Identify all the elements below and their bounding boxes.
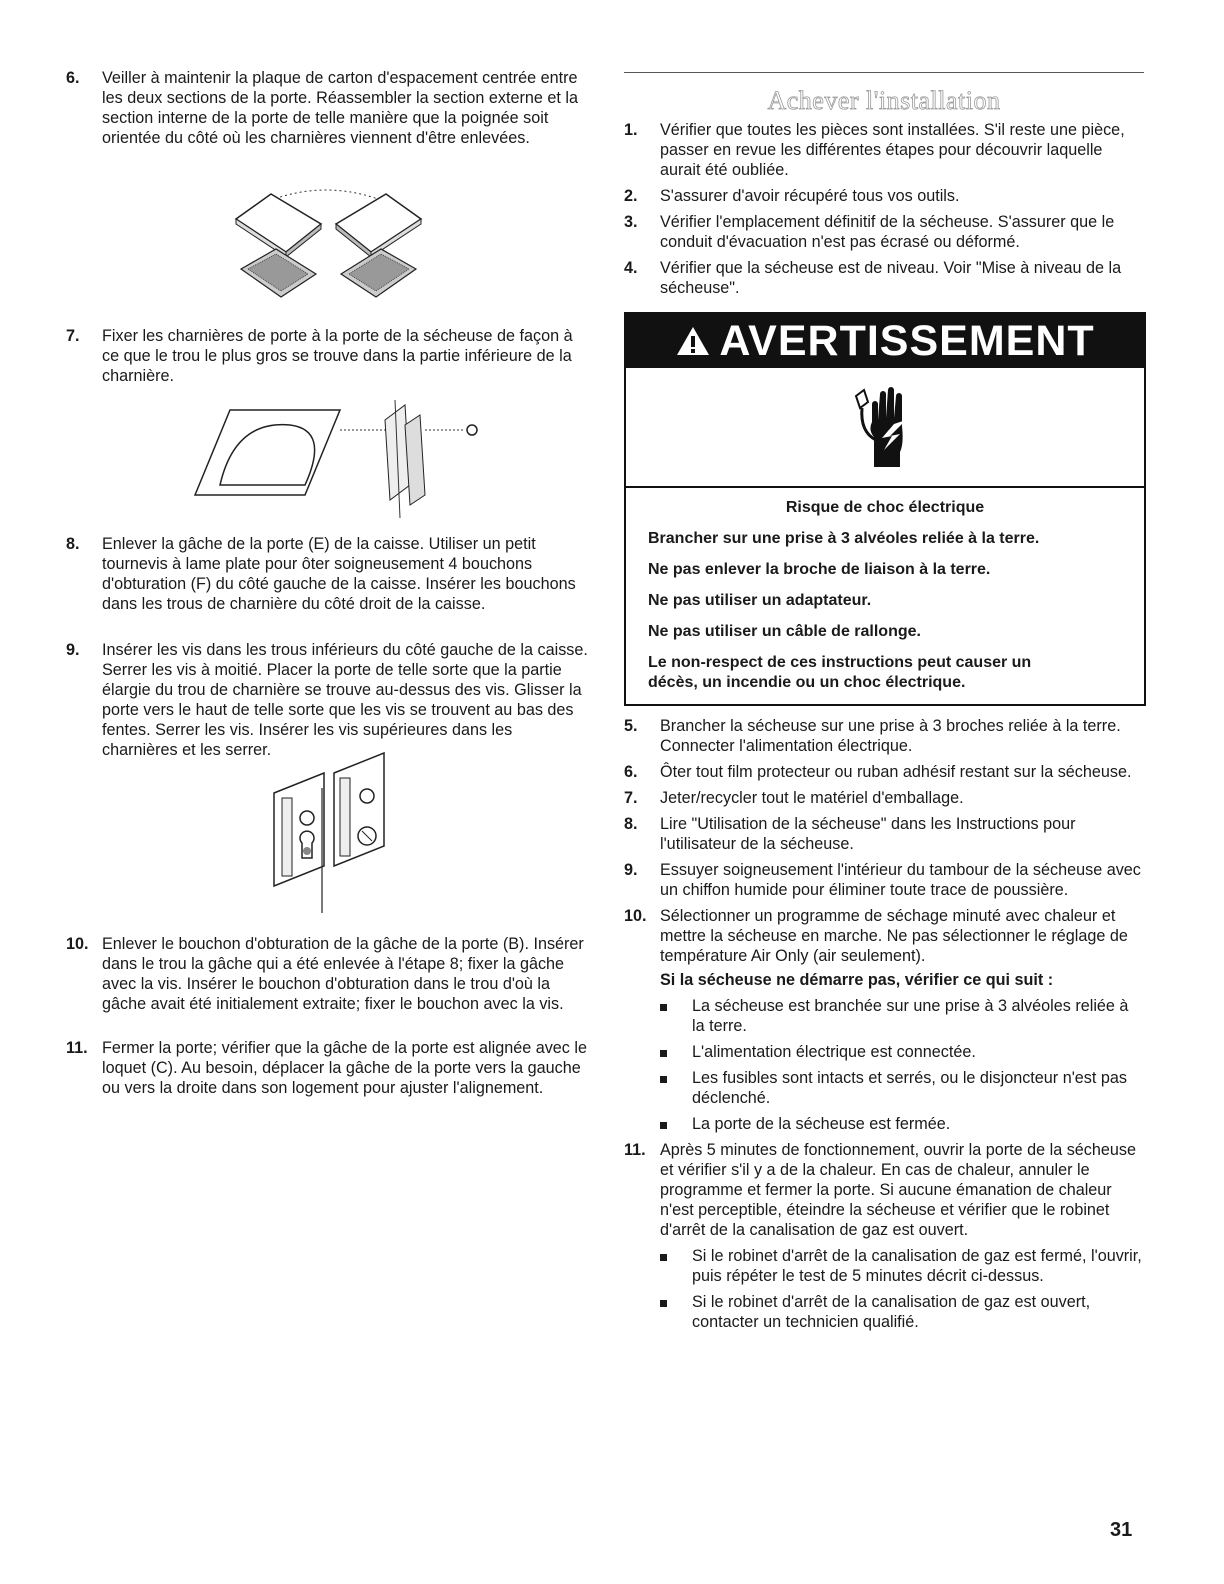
step-9-left: [66, 640, 590, 760]
step-number: 10.: [66, 935, 89, 953]
warning-line: Ne pas enlever la broche de liaison à la terre.: [648, 561, 991, 578]
step-text: Brancher la sécheuse sur une prise à 3 broches reliée à la terre. Connecter l'alimentation électrique.: [660, 717, 1121, 755]
step-number: 7.: [66, 327, 80, 345]
warning-line: Ne pas utiliser un câble de rallonge.: [648, 623, 921, 640]
step-text: Insérer les vis dans les trous inférieurs du côté gauche de la caisse. Serrer les vis à moitié. Placer la porte de telle sorte que la partie élargie du trou de charnière se trouve au-dessus des vis. Glisser la porte vers le haut de telle sorte que les vis se trouvent au bas des fentes. Serrer les vis. Insérer les vis supérieures dans les charnières et les serrer.: [102, 641, 588, 759]
bullet-square-icon: [624, 1246, 696, 1286]
page-number: 31: [1110, 1519, 1133, 1541]
warning-header-text: AVERTISSEMENT: [719, 317, 1095, 365]
step-number: 3.: [624, 213, 638, 231]
step-number: 2.: [624, 187, 638, 205]
step-text: Enlever la gâche de la porte (E) de la caisse. Utiliser un petit tournevis à lame plate pour ôter soigneusement 4 bouchons d'obturation (F) du côté gauche de la caisse. Insérer les bouchons dans les trous de charnière du côté droit de la caisse.: [102, 535, 576, 613]
step-6-right: [624, 762, 1144, 782]
check-item: [624, 1068, 1144, 1108]
step-number: 8.: [66, 535, 80, 553]
check-text: La porte de la sécheuse est fermée.: [692, 1115, 951, 1133]
step-8-right: [624, 814, 1144, 854]
step-5-right: [624, 716, 1144, 756]
check-item: [624, 1114, 1144, 1134]
gas-item: [624, 1246, 1144, 1286]
step-text: Lire "Utilisation de la sécheuse" dans les Instructions pour l'utilisateur de la sécheuse.: [660, 815, 1076, 853]
step-text: Vérifier que la sécheuse est de niveau. Voir "Mise à niveau de la sécheuse".: [660, 259, 1122, 297]
warning-risk: Risque de choc électrique: [785, 499, 985, 516]
step-text: Vérifier l'emplacement définitif de la sécheuse. S'assurer que le conduit d'évacuation n'est pas écrasé ou déformé.: [660, 213, 1115, 251]
step-number: 6.: [624, 763, 638, 781]
door-sections-illustration: [226, 184, 436, 304]
bullet-square-icon: [624, 1292, 696, 1332]
step-number: 11.: [66, 1039, 88, 1057]
step-text: Fermer la porte; vérifier que la gâche de la porte est alignée avec le loquet (C). Au besoin, déplacer la gâche de la porte vers la gauche ou vers la droite dans son logement pour ajuster l'alignement.: [102, 1039, 587, 1097]
step-11-left: [66, 1038, 590, 1098]
bullet-square-icon: [624, 1042, 696, 1062]
check-text: La sécheuse est branchée sur une prise à 3 alvéoles reliée à la terre.: [692, 997, 1129, 1035]
warning-line: Le non-respect de ces instructions peut causer un décès, un incendie ou un choc électrique.: [648, 654, 1032, 691]
step-number: 4.: [624, 259, 638, 277]
step-text: Jeter/recycler tout le matériel d'emballage.: [660, 789, 964, 807]
step-number: 6.: [66, 69, 80, 87]
step-4-right: [624, 258, 1144, 298]
step-7-right: [624, 788, 1144, 808]
check-text: Les fusibles sont intacts et serrés, ou le disjoncteur n'est pas déclenché.: [692, 1069, 1127, 1107]
section-title: Achever l'installation: [767, 86, 1001, 115]
step-number: 9.: [66, 641, 80, 659]
hinge-slot-illustration: [262, 748, 392, 916]
warning-icon-box: [626, 368, 1144, 488]
bullet-square-icon: [624, 1068, 696, 1108]
step-number: 1.: [624, 121, 638, 139]
gas-item: [624, 1292, 1144, 1332]
step-text: Fixer les charnières de porte à la porte de la sécheuse de façon à ce que le trou le plus gros se trouve dans la partie inférieure de la charnière.: [102, 327, 573, 385]
step-number: 5.: [624, 717, 638, 735]
bullet-square-icon: [624, 1114, 696, 1134]
check-text: L'alimentation électrique est connectée.: [692, 1043, 976, 1061]
warning-box: [624, 312, 1146, 706]
step-text: Enlever le bouchon d'obturation de la gâche de la porte (B). Insérer dans le trou la gâche qui a été enlevée à l'étape 8; fixer la gâche avec la vis. Insérer le bouchon d'obturation dans le trou d'où la gâche avait été initialement extraite; fixer le bouchon avec la vis.: [102, 935, 584, 1013]
step-6-left: [66, 68, 590, 148]
warning-header: [626, 314, 1144, 368]
step-text: Sélectionner un programme de séchage minuté avec chaleur et mettre la sécheuse en marche. Ne pas sélectionner le réglage de température Air Only (air seulement).: [660, 907, 1128, 965]
check-title: Si la sécheuse ne démarre pas, vérifier ce qui suit :: [660, 971, 1054, 989]
step-2-right: [624, 186, 1144, 206]
step-10-right: [624, 906, 1144, 966]
warning-line: Brancher sur une prise à 3 alvéoles reliée à la terre.: [648, 530, 1040, 547]
check-item: [624, 1042, 1144, 1062]
step-7-left: [66, 326, 590, 386]
gas-text: Si le robinet d'arrêt de la canalisation de gaz est ouvert, contacter un technicien qualifié.: [692, 1293, 1091, 1331]
step-text: Après 5 minutes de fonctionnement, ouvrir la porte de la sécheuse et vérifier s'il y a de la chaleur. En cas de chaleur, annuler le programme et fermer la porte. Si aucune émanation de chaleur n'est perceptible, éteindre la sécheuse et vérifier que le robinet d'arrêt de la canalisation de gaz est ouvert.: [660, 1141, 1137, 1239]
step-10-left: [66, 934, 590, 1014]
step-11-right: [624, 1140, 1144, 1240]
warning-body: [626, 488, 1144, 693]
step-number: 7.: [624, 789, 638, 807]
step-number: 11.: [624, 1141, 646, 1159]
step-text: Essuyer soigneusement l'intérieur du tambour de la sécheuse avec un chiffon humide pour éliminer toute trace de poussière.: [660, 861, 1141, 899]
check-item: [624, 996, 1144, 1036]
gas-text: Si le robinet d'arrêt de la canalisation de gaz est fermé, l'ouvrir, puis répéter le test de 5 minutes décrit ci-dessus.: [692, 1247, 1142, 1285]
warning-triangle-icon: [675, 325, 711, 357]
electric-shock-icon: [850, 382, 920, 472]
step-1-right: [624, 120, 1144, 180]
warning-line: Ne pas utiliser un adaptateur.: [648, 592, 872, 609]
step-text: Veiller à maintenir la plaque de carton d'espacement centrée entre les deux sections de la porte. Réassembler la section externe et la section interne de la porte de telle manière que la poignée soit orientée du côté où les charnières viennent d'être enlevées.: [102, 69, 578, 147]
step-number: 9.: [624, 861, 638, 879]
bullet-square-icon: [624, 996, 696, 1036]
step-8-left: [66, 534, 590, 614]
step-text: Vérifier que toutes les pièces sont installées. S'il reste une pièce, passer en revue les différentes étapes pour découvrir laquelle aurait été oubliée.: [660, 121, 1125, 179]
section-rule: [624, 72, 1144, 73]
step-number: 8.: [624, 815, 638, 833]
step-number: 10.: [624, 907, 647, 925]
step-3-right: [624, 212, 1144, 252]
right-column-lower: [624, 716, 1144, 1338]
step-9-right: [624, 860, 1144, 900]
step-text: Ôter tout film protecteur ou ruban adhésif restant sur la sécheuse.: [660, 763, 1132, 781]
step-text: S'assurer d'avoir récupéré tous vos outils.: [660, 187, 960, 205]
door-hinge-illustration: [190, 400, 490, 520]
